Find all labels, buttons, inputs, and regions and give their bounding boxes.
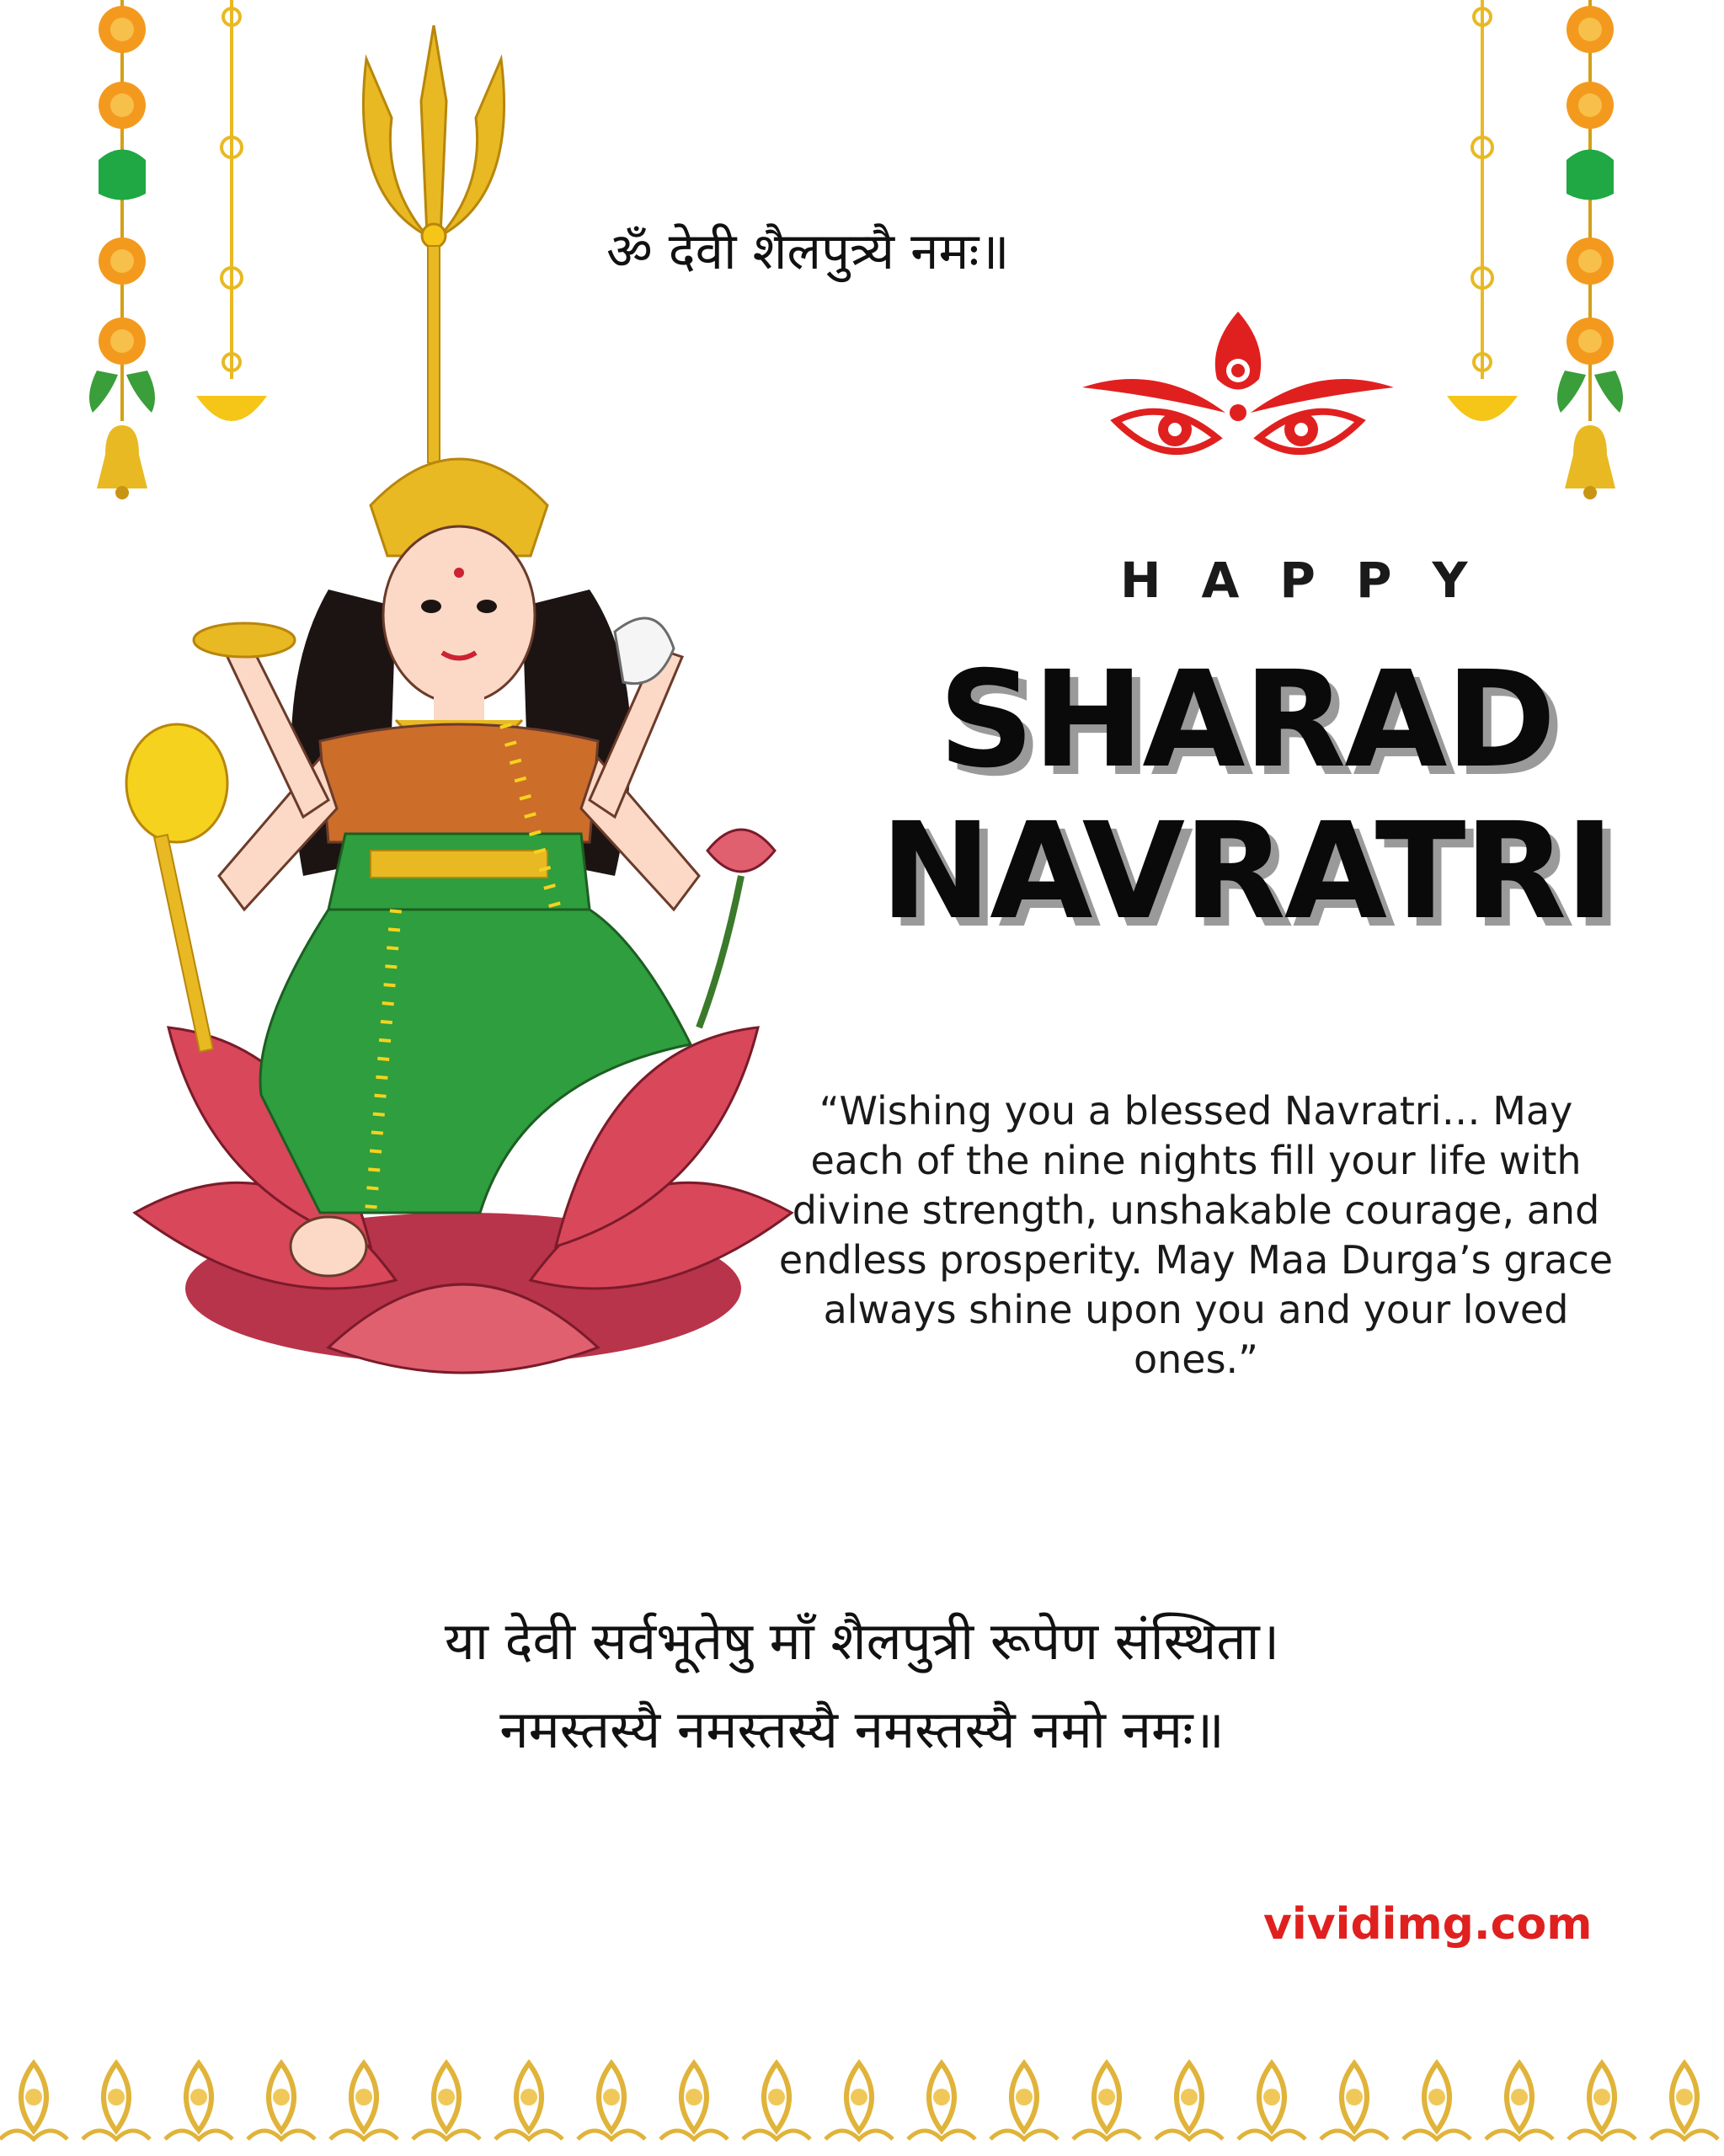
goddess-illustration bbox=[118, 438, 809, 1406]
border-motif bbox=[1486, 2063, 1553, 2139]
gold-border-pattern bbox=[0, 2047, 1724, 2156]
border-motif bbox=[908, 2063, 975, 2139]
border-motif bbox=[1238, 2063, 1305, 2139]
mantra-top: ॐ देवी शैलपुत्र्यै नमः॥ bbox=[606, 222, 1010, 281]
durga-eyes-icon bbox=[1082, 312, 1394, 488]
border-motif bbox=[578, 2063, 645, 2139]
trishul-icon bbox=[333, 25, 535, 463]
border-motif bbox=[660, 2063, 728, 2139]
border-motif bbox=[1321, 2063, 1388, 2139]
border-motif bbox=[1651, 2063, 1718, 2139]
marigold-garland-right bbox=[1548, 0, 1632, 505]
border-motif bbox=[495, 2063, 563, 2139]
border-motif bbox=[1403, 2063, 1470, 2139]
marigold-icon bbox=[99, 6, 146, 53]
hanging-lamp-left bbox=[189, 0, 274, 446]
border-motif bbox=[165, 2063, 232, 2139]
border-motif bbox=[248, 2063, 315, 2139]
mantra-bottom-line2: नमस्तस्यै नमस्तस्यै नमस्तस्यै नमो नमः॥ bbox=[499, 1699, 1225, 1760]
marigold-garland-left bbox=[80, 0, 164, 505]
border-motif bbox=[330, 2063, 398, 2139]
border-motif bbox=[1073, 2063, 1140, 2139]
hanging-lamp-right bbox=[1440, 0, 1524, 446]
border-motif bbox=[990, 2063, 1058, 2139]
mantra-bottom-line1: या देवी सर्वभूतेषु माँ शैलपुत्री रूपेण संस्थिता। bbox=[444, 1610, 1280, 1672]
title-navratri: NAVRATRI bbox=[880, 794, 1613, 949]
happy-label: HAPPY bbox=[1120, 552, 1508, 609]
border-motif bbox=[0, 2063, 67, 2139]
border-motif bbox=[743, 2063, 810, 2139]
website-link[interactable]: vividimg.com bbox=[1263, 1899, 1593, 1950]
border-motif bbox=[1156, 2063, 1223, 2139]
border-motif bbox=[1568, 2063, 1636, 2139]
title-sharad: SHARAD bbox=[938, 643, 1555, 798]
border-motif bbox=[825, 2063, 893, 2139]
border-motif bbox=[83, 2063, 150, 2139]
wish-message: “Wishing you a blessed Navratri… May each of the nine nights fill your life with divine strength, unshakable courage, and endless prosperity. May Maa Durga’s grace always shine upon you and your loved ones.” bbox=[778, 1088, 1614, 1382]
border-motif bbox=[413, 2063, 480, 2139]
